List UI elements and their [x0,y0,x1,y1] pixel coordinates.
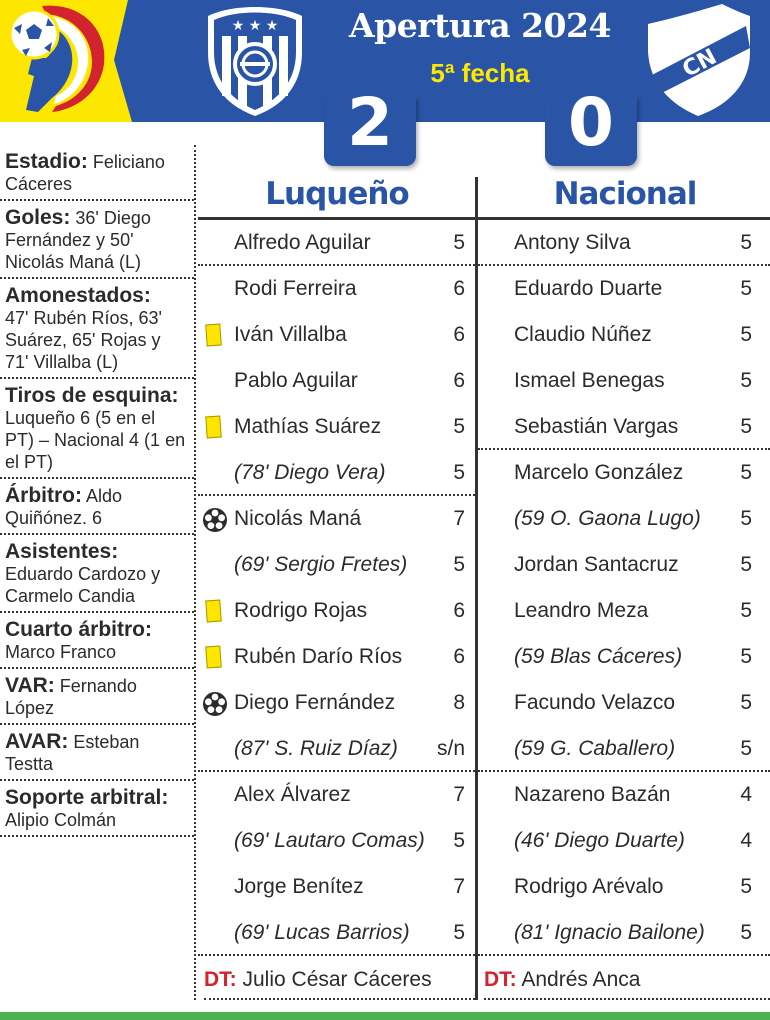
player-name: Facundo Velazco [514,691,676,714]
coach-label: DT: [484,968,517,991]
info-label: Goles: [5,206,71,229]
away-roster [478,220,770,956]
player-rating: 5 [453,415,465,438]
goal-ball-icon [202,507,228,533]
substitute-name: (46' Diego Duarte) [514,829,685,852]
substitute-name: (81' Ignacio Bailone) [514,921,705,944]
player-rating: 8 [453,691,465,714]
player-rating: 5 [453,553,465,576]
player-rating: 6 [453,369,465,392]
player-rating: 5 [740,231,752,254]
player-name: Pablo Aguilar [234,369,358,392]
player-rating: 5 [740,323,752,346]
competition-title: Apertura 2024 [349,6,611,45]
info-value: Eduardo Cardozo y Carmelo Candia [5,564,161,606]
info-value: Marco Franco [5,642,117,662]
player-row [198,818,475,864]
player-rating: 7 [453,783,465,806]
player-rating: 5 [740,369,752,392]
yellow-card-icon [205,324,221,347]
player-name: Leandro Meza [514,599,649,622]
footer-green-bar [0,1012,770,1020]
home-team-name: Luqueño [265,176,409,212]
player-name: Jorge Benítez [234,875,364,898]
player-row [478,404,770,450]
info-referee [0,479,194,535]
info-label: VAR: [5,674,55,697]
away-coach [484,960,770,1000]
player-rating: 5 [740,277,752,300]
yellow-card-icon [205,416,221,439]
player-row [478,542,770,588]
player-row [198,496,475,542]
player-rating: 5 [740,875,752,898]
goal-ball-icon [202,691,228,717]
home-roster [198,220,475,956]
sportivo-luqueno-crest-icon [202,2,308,118]
player-row [478,358,770,404]
info-value: Alipio Colmán [5,810,117,830]
player-name: Ismael Benegas [514,369,665,392]
coach-name: Andrés Anca [516,968,641,991]
substitute-name: (59 G. Caballero) [514,737,676,760]
player-rating: 5 [740,553,752,576]
player-row [198,864,475,910]
player-rating: 4 [740,829,752,852]
away-team-name: Nacional [553,176,697,212]
info-value: Esteban Testta [5,732,140,774]
info-value: Feliciano Cáceres [5,152,165,194]
info-label: AVAR: [5,730,69,753]
player-row [198,726,475,772]
player-name: Antony Silva [514,231,631,254]
info-bookings [0,279,194,379]
info-label: Asistentes: [5,540,119,563]
coach-name: Julio César Cáceres [236,968,432,991]
player-name: Claudio Núñez [514,323,652,346]
player-row [198,542,475,588]
substitute-name: (69' Sergio Fretes) [234,553,408,576]
player-name: Sebastián Vargas [514,415,679,438]
player-row [198,910,475,956]
home-score: 2 [347,84,393,161]
player-name: Iván Villalba [234,323,347,346]
player-row [478,496,770,542]
club-nacional-crest-icon [642,2,754,118]
player-name: Rodrigo Arévalo [514,875,664,898]
info-label: Tiros de esquina: [5,384,179,407]
player-row [198,588,475,634]
player-name: Rodrigo Rojas [234,599,368,622]
player-row [198,404,475,450]
player-row [478,818,770,864]
player-rating: 5 [453,921,465,944]
info-stadium [0,145,194,201]
player-name: Diego Fernández [234,691,396,714]
info-label: Estadio: [5,150,88,173]
player-rating: 5 [740,599,752,622]
matchday-label: 5ª fecha [430,58,530,88]
info-value: 36' Diego Fernández y 50' Nicolás Maná (L) [5,208,151,272]
substitute-name: (59 O. Gaona Lugo) [514,507,701,530]
player-name: Eduardo Duarte [514,277,663,300]
info-label: Cuarto árbitro: [5,618,152,641]
player-name: Rodi Ferreira [234,277,357,300]
info-value: Fernando López [5,676,137,718]
player-name: Alex Álvarez [234,783,351,806]
player-rating: 6 [453,599,465,622]
player-rating: 5 [740,507,752,530]
player-row [198,312,475,358]
player-row [478,910,770,956]
player-row [478,220,770,266]
player-row [478,680,770,726]
player-rating: 5 [740,737,752,760]
player-rating: 6 [453,645,465,668]
player-rating: 4 [740,783,752,806]
player-rating: s/n [436,737,465,760]
player-name: Rubén Darío Ríos [234,645,403,668]
player-row [198,772,475,818]
player-rating: 7 [453,507,465,530]
player-rating: 5 [740,691,752,714]
player-row [478,588,770,634]
player-row [478,266,770,312]
coach-label: DT: [204,968,237,991]
away-score-box [545,84,637,166]
info-avar [0,725,194,781]
info-label: Árbitro: [5,484,82,507]
info-corners [0,379,194,479]
info-goals [0,201,194,279]
home-coach [204,960,475,1000]
player-name: Nazareno Bazán [514,783,671,806]
player-row [198,680,475,726]
player-name: Mathías Suárez [234,415,382,438]
info-support-referee [0,781,194,837]
yellow-card-icon [205,600,221,623]
player-rating: 6 [453,277,465,300]
player-row [478,726,770,772]
player-name: Jordan Santacruz [514,553,679,576]
player-row [478,450,770,496]
player-row [198,266,475,312]
home-score-box [324,84,416,166]
league-logo-icon [4,2,114,120]
player-row [478,312,770,358]
player-row [198,634,475,680]
svg-text:CN: CN [678,44,721,83]
svg-text:★ ★ ★: ★ ★ ★ [231,18,279,34]
player-row [478,864,770,910]
player-row [198,220,475,266]
info-value: 47' Rubén Ríos, 63' Suárez, 65' Rojas y 71' Villalba (L) [5,308,162,372]
player-row [478,634,770,680]
info-value: Luqueño 6 (5 en el PT) – Nacional 4 (1 en el PT) [5,408,186,472]
player-name: Alfredo Aguilar [234,231,371,254]
player-name: Nicolás Maná [234,507,362,530]
player-rating: 6 [453,323,465,346]
away-score: 0 [568,84,614,161]
player-rating: 5 [740,461,752,484]
info-fourth-official [0,613,194,669]
info-label: Amonestados: [5,284,151,307]
info-value: Aldo Quiñónez. 6 [5,486,123,528]
player-row [478,772,770,818]
substitute-name: (69' Lucas Barrios) [234,921,410,944]
player-rating: 5 [453,461,465,484]
info-assistants [0,535,194,613]
player-rating: 5 [453,231,465,254]
yellow-card-icon [205,646,221,669]
substitute-name: (87' S. Ruiz Díaz) [234,737,398,760]
player-rating: 5 [740,921,752,944]
substitute-name: (78' Diego Vera) [234,461,386,484]
player-rating: 5 [453,829,465,852]
substitute-name: (59 Blas Cáceres) [514,645,683,668]
info-var [0,669,194,725]
player-rating: 7 [453,875,465,898]
player-name: Marcelo González [514,461,684,484]
player-rating: 5 [740,645,752,668]
match-info-sidebar [0,145,196,1000]
player-row [198,450,475,496]
player-rating: 5 [740,415,752,438]
substitute-name: (69' Lautaro Comas) [234,829,425,852]
player-row [198,358,475,404]
info-label: Soporte arbitral: [5,786,169,809]
